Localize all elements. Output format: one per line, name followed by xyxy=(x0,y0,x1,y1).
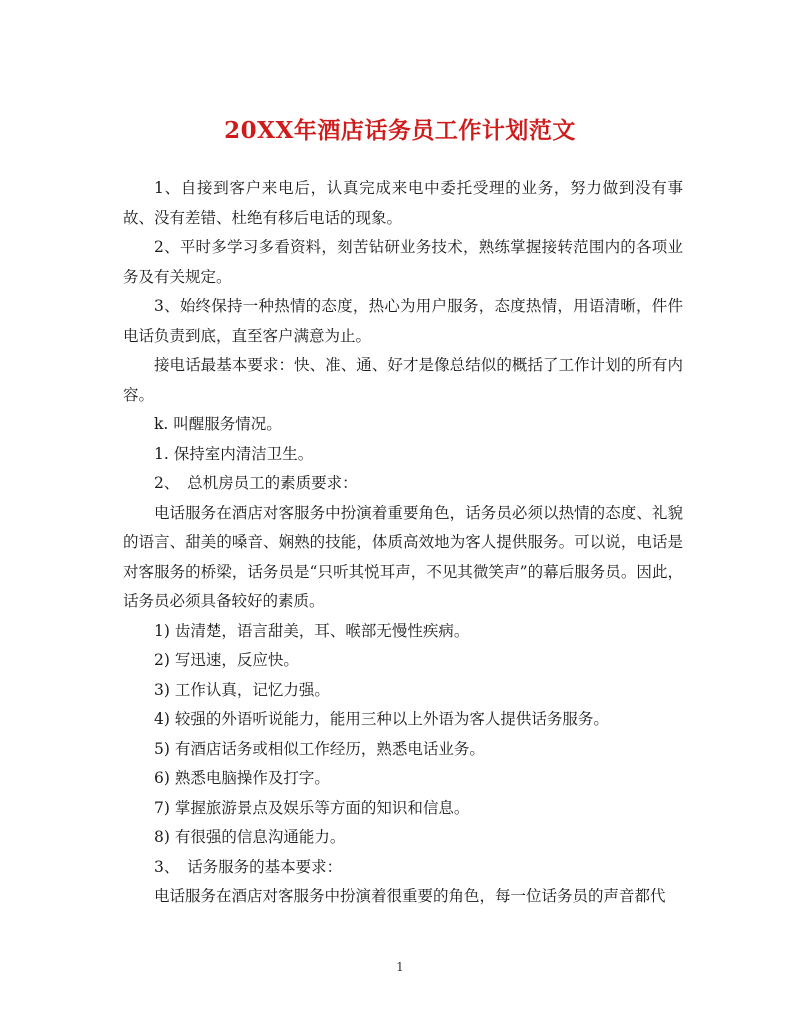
paragraph-6: 1. 保持室内清洁卫生。 xyxy=(154,444,314,463)
paragraph-8: 电话服务在酒店对客服务中扮演着重要角色，话务员必须以热情的态度、礼貌的语言、甜美的嗓音、娴熟的技能，体质高效地为客人提供服务。可以说，电话是对客服务的桥梁，话务员是“只听其悦耳声，不见其微笑声”的幕后服务员。因此，话务员必须具备较好的素质。 xyxy=(123,503,683,610)
paragraph-3: 3、始终保持一种热情的态度，热心为用户服务，态度热情，用语清晰，件件电话负责到底，直至客户满意为止。 xyxy=(123,297,683,345)
paragraph-16: 8) 有很强的信息沟通能力。 xyxy=(154,828,346,846)
paragraph-4: 接电话最基本要求：快、准、通、好才是像总结似的概括了工作计划的所有内容。 xyxy=(123,356,683,404)
paragraph-5: k. 叫醒服务情况。 xyxy=(154,415,282,433)
paragraph-15: 7) 掌握旅游景点及娱乐等方面的知识和信息。 xyxy=(154,798,470,817)
paragraph-2: 2、平时多学习多看资料，刻苦钻研业务技术，熟练掌握接转范围内的各项业务及有关规定。 xyxy=(123,238,683,286)
page-number: 1 xyxy=(396,960,404,974)
paragraph-14: 6) 熟悉电脑操作及打字。 xyxy=(154,769,330,787)
paragraph-1: 1、自接到客户来电后，认真完成来电中委托受理的业务，努力做到没有事故、没有差错、杜绝有移后电话的现象。 xyxy=(123,179,683,227)
document-body xyxy=(123,174,683,912)
document-title: 20XX年酒店话务员工作计划范文 xyxy=(224,117,576,144)
paragraph-10: 2) 写迅速，反应快。 xyxy=(154,651,299,669)
paragraph-18: 电话服务在酒店对客服务中扮演着很重要的角色，每一位话务员的声音都代 xyxy=(154,887,666,905)
paragraph-9: 1) 齿清楚，语言甜美，耳、喉部无慢性疾病。 xyxy=(154,621,470,640)
paragraph-11: 3) 工作认真，记忆力强。 xyxy=(154,680,330,699)
paragraph-12: 4) 较强的外语听说能力，能用三种以上外语为客人提供话务服务。 xyxy=(154,710,609,728)
paragraph-17: 3、 话务服务的基本要求： xyxy=(154,857,343,876)
paragraph-13: 5) 有酒店话务或相似工作经历，熟悉电话业务。 xyxy=(154,739,485,758)
paragraph-7: 2、 总机房员工的素质要求： xyxy=(154,474,358,492)
